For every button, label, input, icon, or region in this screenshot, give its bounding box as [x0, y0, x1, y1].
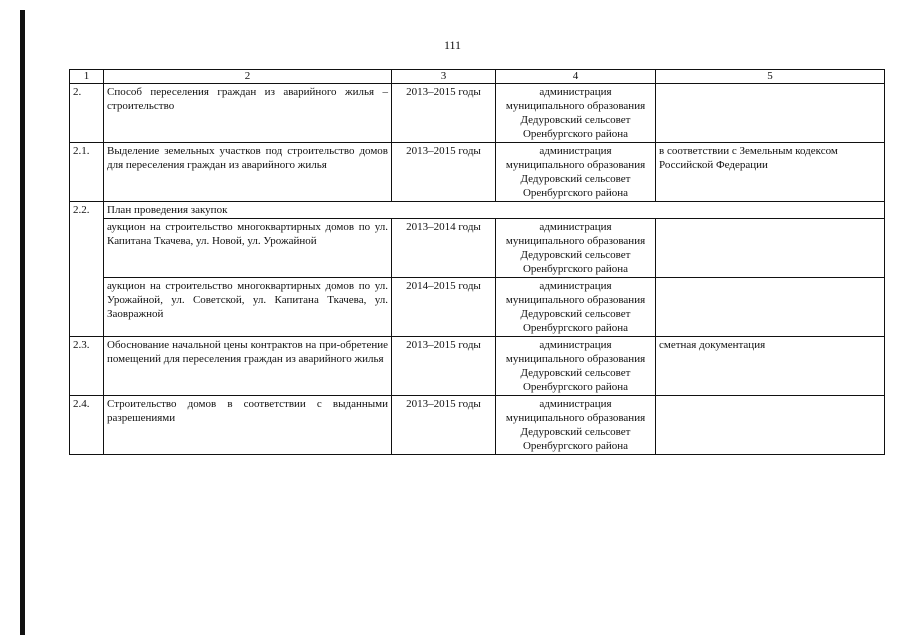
row-period: 2013–2015 годы	[392, 337, 496, 396]
row-number-empty	[70, 278, 104, 337]
row-period: 2014–2015 годы	[392, 278, 496, 337]
row-period: 2013–2015 годы	[392, 84, 496, 143]
row-description: Выделение земельных участков под строительство домов для переселения граждан из аварийного жилья	[104, 143, 392, 202]
column-header: 1	[70, 70, 104, 84]
section-title: План проведения закупок	[104, 202, 885, 219]
row-note	[656, 278, 885, 337]
table-header-row	[70, 70, 885, 84]
row-period: 2013–2015 годы	[392, 143, 496, 202]
row-period: 2013–2014 годы	[392, 219, 496, 278]
row-number: 2.4.	[70, 396, 104, 455]
row-note	[656, 396, 885, 455]
row-executor: администрация муниципального образования Дедуровский сельсовет Оренбургского района	[496, 143, 656, 202]
row-number-empty	[70, 219, 104, 278]
row-executor: администрация муниципального образования Дедуровский сельсовет Оренбургского района	[496, 219, 656, 278]
column-header: 3	[392, 70, 496, 84]
row-number: 2.2.	[70, 202, 104, 219]
row-executor: администрация муниципального образования Дедуровский сельсовет Оренбургского района	[496, 278, 656, 337]
row-description: аукцион на строительство многоквартирных домов по ул. Урожайной, ул. Советской, ул. Капитана Ткачева, ул. Заовражной	[104, 278, 392, 337]
table-row	[70, 337, 885, 396]
row-description: Обоснование начальной цены контрактов на при-обретение помещений для переселения граждан из аварийного жилья	[104, 337, 392, 396]
row-number: 2.3.	[70, 337, 104, 396]
section-header-row	[70, 202, 885, 219]
column-header: 2	[104, 70, 392, 84]
plan-table	[69, 69, 885, 455]
column-header: 4	[496, 70, 656, 84]
row-executor: администрация муниципального образования Дедуровский сельсовет Оренбургского района	[496, 84, 656, 143]
page-number: 111	[443, 38, 462, 52]
row-description: аукцион на строительство многоквартирных домов по ул. Капитана Ткачева, ул. Новой, ул. Урожайной	[104, 219, 392, 278]
row-executor: администрация муниципального образования Дедуровский сельсовет Оренбургского района	[496, 337, 656, 396]
row-period: 2013–2015 годы	[392, 396, 496, 455]
table-row	[70, 278, 885, 337]
row-note: сметная документация	[656, 337, 885, 396]
column-header: 5	[656, 70, 885, 84]
page-edge-bar	[20, 10, 25, 635]
row-description: Способ переселения граждан из аварийного жилья – строительство	[104, 84, 392, 143]
table-row	[70, 396, 885, 455]
row-note	[656, 219, 885, 278]
table-row	[70, 84, 885, 143]
table-row	[70, 219, 885, 278]
row-note	[656, 84, 885, 143]
row-note: в соответствии с Земельным кодексом Российской Федерации	[656, 143, 885, 202]
row-number: 2.1.	[70, 143, 104, 202]
table-row	[70, 143, 885, 202]
row-number: 2.	[70, 84, 104, 143]
row-executor: администрация муниципального образования Дедуровский сельсовет Оренбургского района	[496, 396, 656, 455]
row-description: Строительство домов в соответствии с выданными разрешениями	[104, 396, 392, 455]
